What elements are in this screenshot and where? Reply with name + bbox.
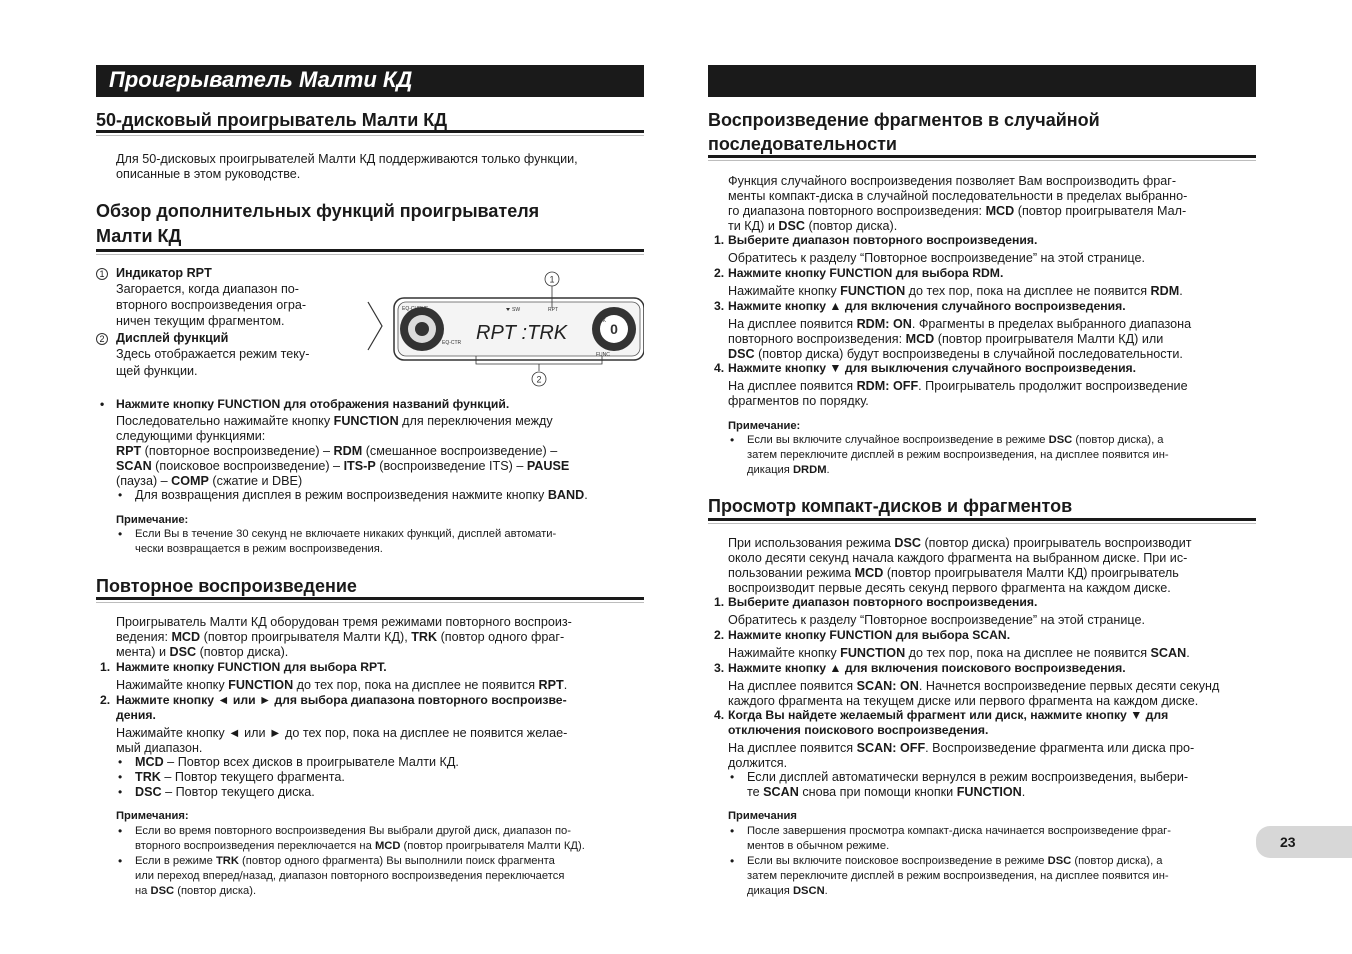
paragraph: Нажимайте кнопку FUNCTION до тех пор, пока на дисплее не появится RDM. — [728, 284, 1183, 298]
note-title: Примечание: — [728, 420, 801, 432]
step-2-cont: дения. — [116, 708, 156, 722]
paragraph: повторного воспроизведения: MCD (повтор проигрывателя Малти КД) или — [728, 332, 1164, 346]
paragraph: Нажимайте кнопку FUNCTION до тех пор, пока на дисплее не появится RPT. — [116, 678, 568, 692]
section-title-repeat: Повторное воспроизведение — [96, 576, 357, 596]
paragraph: На дисплее появится SCAN: ON. Начнется воспроизведение первых десяти секунд — [728, 679, 1220, 693]
paragraph: RPT (повторное воспроизведение) – RDM (смешанное воспроизведение) – — [116, 444, 558, 458]
paragraph: Для возвращения дисплея в режим воспроизведения нажмите кнопку BAND. — [135, 488, 588, 502]
note-text: дикация DRDM. — [747, 464, 830, 476]
func-indicator: FUNC — [596, 352, 610, 358]
paragraph: Последовательно нажимайте кнопку FUNCTION для переключения между — [116, 414, 553, 428]
paragraph: Обратитесь к разделу “Повторное воспроизведение” на этой странице. — [728, 251, 1145, 265]
step-number: 1. — [714, 595, 725, 609]
bullet: • — [730, 433, 735, 447]
list-item: MCD – Повтор всех дисков в проигрывателе Малти КД. — [135, 755, 459, 769]
step-1: Выберите диапазон повторного воспроизведения. — [728, 233, 1038, 247]
note-text: Если вы включите поисковое воспроизведение в режиме DSC (повтор диска), а — [747, 855, 1163, 867]
paragraph: (пауза) – COMP (сжатие и DBE) — [116, 474, 303, 488]
paragraph: пользовании режима MCD (повтор проигрывателя Малти КД) проигрыватель — [728, 566, 1179, 580]
notes-title: Примечания — [728, 810, 797, 822]
paragraph: должится. — [728, 756, 788, 770]
paragraph: каждого фрагмента на текущем диске или первого фрагмента на каждом диске. — [728, 694, 1199, 708]
paragraph: менты компакт-диска в случайной последовательности в пределах выбранно- — [728, 189, 1188, 203]
paragraph: ничен текущим фрагментом. — [116, 314, 285, 328]
section-rule — [96, 249, 644, 255]
rpt-indicator-label: Индикатор RPT — [116, 266, 212, 280]
paragraph: вторного воспроизведения огра- — [116, 298, 307, 312]
chapter-title: Проигрыватель Малти КД — [109, 67, 413, 92]
step-3: Нажмите кнопку ▲ для включения поискового воспроизведения. — [728, 661, 1126, 675]
paragraph: го диапазона повторного воспроизведения: MCD (повтор проигрывателя Мал- — [728, 204, 1187, 218]
chapter-banner-blank — [708, 65, 1256, 97]
paragraph: следующими функциями: — [116, 429, 266, 443]
head-unit-display-illustration — [366, 268, 644, 390]
paragraph: При использования режима DSC (повтор диска) проигрыватель воспроизводит — [728, 536, 1192, 550]
step-function-names: Нажмите кнопку FUNCTION для отображения названий функций. — [116, 397, 510, 411]
svg-text:1: 1 — [549, 274, 555, 285]
paragraph: Если дисплей автоматически вернулся в режим воспроизведения, выбери- — [747, 770, 1189, 784]
paragraph: Нажимайте кнопку ◄ или ► до тех пор, пока на дисплее не появится желае- — [116, 726, 568, 740]
step-1: Выберите диапазон повторного воспроизведения. — [728, 595, 1038, 609]
note-text: затем переключите дисплей в режим воспроизведения, на дисплее появится ин- — [747, 449, 1169, 461]
rpt-indicator: RPT — [548, 307, 558, 313]
section-rule — [708, 155, 1256, 161]
paragraph: мый диапазон. — [116, 741, 203, 755]
section-title-50disc: 50-дисковый проигрыватель Малти КД — [96, 110, 448, 130]
bullet: • — [100, 397, 105, 411]
note-text: После завершения просмотра компакт-диска начинается воспроизведение фраг- — [747, 825, 1171, 837]
paragraph: На дисплее появится RDM: ON. Фрагменты в пределах выбранного диапазона — [728, 317, 1192, 331]
list-item: DSC – Повтор текущего диска. — [135, 785, 315, 799]
svg-text:0: 0 — [610, 321, 618, 337]
svg-text:2: 2 — [536, 374, 542, 385]
section-rule — [96, 597, 644, 603]
section-title-random-line2: последовательности — [708, 134, 897, 154]
chapter-banner — [96, 65, 644, 97]
note-text: Если Вы в течение 30 секунд не включаете никаких функций, дисплей автомати- — [135, 528, 557, 540]
bullet: • — [118, 824, 123, 838]
paragraph: Функция случайного воспроизведения позволяет Вам воспроизводить фраг- — [728, 174, 1177, 188]
sw-indicator: SW — [512, 307, 521, 313]
step-number: 4. — [714, 361, 725, 375]
note-text: дикация DSCN. — [747, 885, 828, 897]
eq-curve-indicator: EQ-CURVE — [402, 306, 429, 312]
bullet: • — [118, 854, 123, 868]
section-title-overview-line2: Малти КД — [96, 226, 182, 246]
step-2: Нажмите кнопку FUNCTION для выбора RDM. — [728, 266, 1004, 280]
bullet: • — [730, 824, 735, 838]
paragraph: ведения: MCD (повтор проигрывателя Малти КД), TRK (повтор одного фраг- — [116, 630, 565, 644]
paragraph: мента) и DSC (повтор диска). — [116, 645, 289, 659]
step-2: Нажмите кнопку FUNCTION для выбора SCAN. — [728, 628, 1011, 642]
paragraph: На дисплее появится SCAN: OFF. Воспроизведение фрагмента или диска про- — [728, 741, 1195, 755]
step-number: 2. — [714, 628, 725, 642]
bullet: • — [118, 785, 123, 799]
callout-2-marker: 2 — [96, 333, 108, 345]
paragraph: Обратитесь к разделу “Повторное воспроизведение” на этой странице. — [728, 613, 1145, 627]
section-title-overview: Обзор дополнительных функций проигрывателя — [96, 201, 540, 221]
paragraph: Нажимайте кнопку FUNCTION до тех пор, пока на дисплее не появится SCAN. — [728, 646, 1190, 660]
step-4: Когда Вы найдете желаемый фрагмент или диск, нажмите кнопку ▼ для — [728, 708, 1169, 722]
note-text: Если во время повторного воспроизведения Вы выбрали другой диск, диапазон по- — [135, 825, 571, 837]
section-title-scan: Просмотр компакт-дисков и фрагментов — [708, 496, 1073, 516]
step-number: 3. — [714, 299, 725, 313]
page-number: 23 — [1280, 834, 1296, 850]
function-display-label: Дисплей функций — [116, 331, 229, 345]
note-text: на DSC (повтор диска). — [135, 885, 257, 897]
paragraph: DSC (повтор диска) будут воспроизведены в случайной последовательности. — [728, 347, 1183, 361]
step-3: Нажмите кнопку ▲ для включения случайного воспроизведения. — [728, 299, 1126, 313]
paragraph: фрагментов по порядку. — [728, 394, 869, 408]
paragraph: Проигрыватель Малти КД оборудован тремя режимами повторного воспроиз- — [116, 615, 572, 629]
note-text: Если вы включите случайное воспроизведение в режиме DSC (повтор диска), а — [747, 434, 1164, 446]
lcd-text: RPT :TRK — [476, 322, 568, 344]
bullet: • — [118, 770, 123, 784]
paragraph: Загорается, когда диапазон по- — [116, 282, 299, 296]
notes-title: Примечания: — [116, 810, 189, 822]
section-rule — [96, 130, 644, 136]
paragraph: На дисплее появится RDM: OFF. Проигрыватель продолжит воспроизведение — [728, 379, 1188, 393]
note-text: ментов в обычном режиме. — [747, 840, 890, 852]
note-text: вторного воспроизведения переключается на MCD (повтор проигрывателя Малти КД). — [135, 840, 585, 852]
paragraph: SCAN (поисковое воспроизведение) – ITS-P (воспроизведение ITS) – PAUSE — [116, 459, 570, 473]
page-number-tab — [1256, 826, 1352, 858]
bullet: • — [118, 755, 123, 769]
step-number: 4. — [714, 708, 725, 722]
step-number: 2. — [100, 693, 111, 707]
paragraph: Здесь отображается режим теку- — [116, 347, 310, 361]
paragraph: воспроизводит первые десять секунд первого фрагмента на каждом диске. — [728, 581, 1171, 595]
step-number: 1. — [100, 660, 111, 674]
note-text: затем переключите дисплей в режим воспроизведения, на дисплее появится ин- — [747, 870, 1169, 882]
step-number: 3. — [714, 661, 725, 675]
eq-ctr-indicator: EQ-CTR — [442, 340, 462, 346]
note-text: чески возвращается в режим воспроизведения. — [135, 543, 383, 555]
paragraph: описанные в этом руководстве. — [116, 167, 301, 181]
paragraph: около десяти секунд начала каждого фрагмента на выбранном диске. При ис- — [728, 551, 1188, 565]
section-rule — [708, 518, 1256, 524]
note-text: или переход вперед/назад, диапазон повторного воспроизведения переключается — [135, 870, 565, 882]
step-1: Нажмите кнопку FUNCTION для выбора RPT. — [116, 660, 387, 674]
paragraph: те SCAN снова при помощи кнопки FUNCTION. — [747, 785, 1026, 799]
step-4-cont: отключения поискового воспроизведения. — [728, 723, 989, 737]
bullet: • — [730, 770, 735, 784]
note-text: Если в режиме TRK (повтор одного фрагмента) Вы выполнили поиск фрагмента — [135, 855, 555, 867]
step-number: 1. — [714, 233, 725, 247]
callout-1-marker: 1 — [96, 268, 108, 280]
bullet: • — [118, 488, 123, 502]
list-item: TRK – Повтор текущего фрагмента. — [135, 770, 345, 784]
section-title-random: Воспроизведение фрагментов в случайной — [708, 110, 1100, 130]
bullet: • — [730, 854, 735, 868]
paragraph: ти КД) и DSC (повтор диска). — [728, 219, 898, 233]
note-title: Примечание: — [116, 514, 189, 526]
paragraph: Для 50-дисковых проигрывателей Малти КД поддерживаются только функции, — [116, 152, 578, 166]
arrow-pointer-icon — [368, 302, 382, 350]
step-number: 2. — [714, 266, 725, 280]
paragraph: щей функции. — [116, 364, 198, 378]
step-4: Нажмите кнопку ▼ для выключения случайного воспроизведения. — [728, 361, 1137, 375]
bullet: • — [118, 527, 123, 541]
trk-indicator: TRK — [596, 318, 606, 324]
step-2: Нажмите кнопку ◄ или ► для выбора диапазона повторного воспроизве- — [116, 693, 567, 707]
